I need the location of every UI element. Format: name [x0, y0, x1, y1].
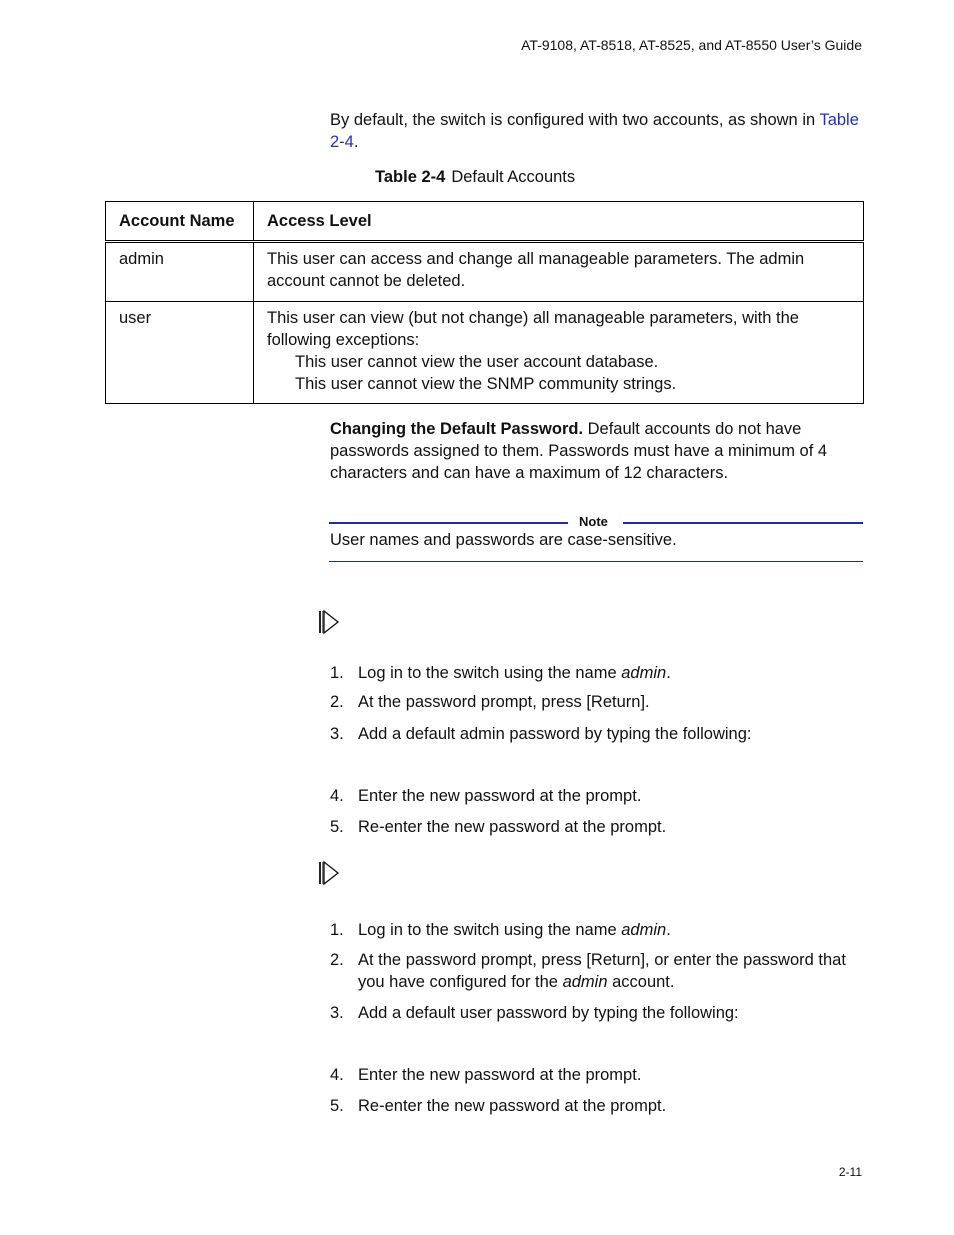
password-heading: Changing the Default Password.	[330, 420, 584, 438]
note-bottom-rule	[329, 561, 863, 562]
step-text: Re-enter the new password at the prompt.	[358, 1097, 667, 1115]
step-number: 2.	[330, 693, 344, 711]
column-header-access-level: Access Level	[254, 202, 864, 242]
intro-paragraph	[330, 109, 860, 153]
step-text: Log in to the switch using the name admin.	[358, 664, 671, 682]
step-number: 4.	[330, 787, 344, 805]
table-header-row	[106, 202, 864, 242]
note-label: Note	[579, 514, 608, 529]
arrow-right-icon	[318, 609, 340, 635]
password-paragraph	[330, 418, 860, 484]
step-text: Log in to the switch using the name admin.	[358, 921, 671, 939]
step-number: 2.	[330, 951, 344, 969]
note-rule-right	[623, 522, 863, 524]
column-header-account-name: Account Name	[106, 202, 254, 242]
note-rule-left	[329, 522, 568, 524]
step-text: Enter the new password at the prompt.	[358, 1066, 642, 1084]
table-link[interactable]: Table 2-4	[330, 111, 859, 151]
step-number: 4.	[330, 1066, 344, 1084]
access-level-cell	[254, 302, 864, 404]
step-text: Add a default admin password by typing the following:	[358, 725, 752, 743]
intro-text: By default, the switch is configured with two accounts, as shown in	[330, 111, 820, 129]
table-row	[106, 302, 864, 404]
step-number: 1.	[330, 664, 344, 682]
step-number: 1.	[330, 921, 344, 939]
account-name-cell: admin	[106, 242, 254, 302]
table-caption	[375, 168, 575, 187]
table-caption-label: Table 2-4	[375, 168, 446, 186]
step-text: Add a default user password by typing the following:	[358, 1004, 739, 1022]
exception-item: This user cannot view the user account database.	[295, 353, 659, 371]
page-number: 2-11	[838, 1165, 862, 1179]
table-row	[106, 242, 864, 302]
arrow-right-icon	[318, 860, 340, 886]
step-number: 3.	[330, 725, 344, 743]
account-name-cell: user	[106, 302, 254, 404]
step-number: 5.	[330, 818, 344, 836]
step-number: 5.	[330, 1097, 344, 1115]
running-header: AT-9108, AT-8518, AT-8525, and AT-8550 User’s Guide	[521, 37, 862, 53]
step-text: At the password prompt, press [Return].	[358, 693, 650, 711]
intro-text-end: .	[353, 133, 359, 151]
step-text: Enter the new password at the prompt.	[358, 787, 642, 805]
password-body: Default accounts do not have passwords assigned to them. Passwords must have a minimum of 4 characters and can have a maximum of 12 characters.	[330, 420, 828, 482]
accounts-table	[105, 201, 864, 404]
access-level-text: This user can view (but not change) all manageable parameters, with the following exceptions:	[267, 309, 799, 349]
exception-item: This user cannot view the SNMP community strings.	[295, 375, 677, 393]
note-text: User names and passwords are case-sensitive.	[330, 531, 677, 549]
step-text: Re-enter the new password at the prompt.	[358, 818, 667, 836]
access-level-cell: This user can access and change all manageable parameters. The admin account cannot be deleted.	[254, 242, 864, 302]
step-number: 3.	[330, 1004, 344, 1022]
table-caption-title: Default Accounts	[451, 168, 576, 186]
step-text: At the password prompt, press [Return], or enter the password that you have configured for the admin account.	[358, 951, 846, 991]
